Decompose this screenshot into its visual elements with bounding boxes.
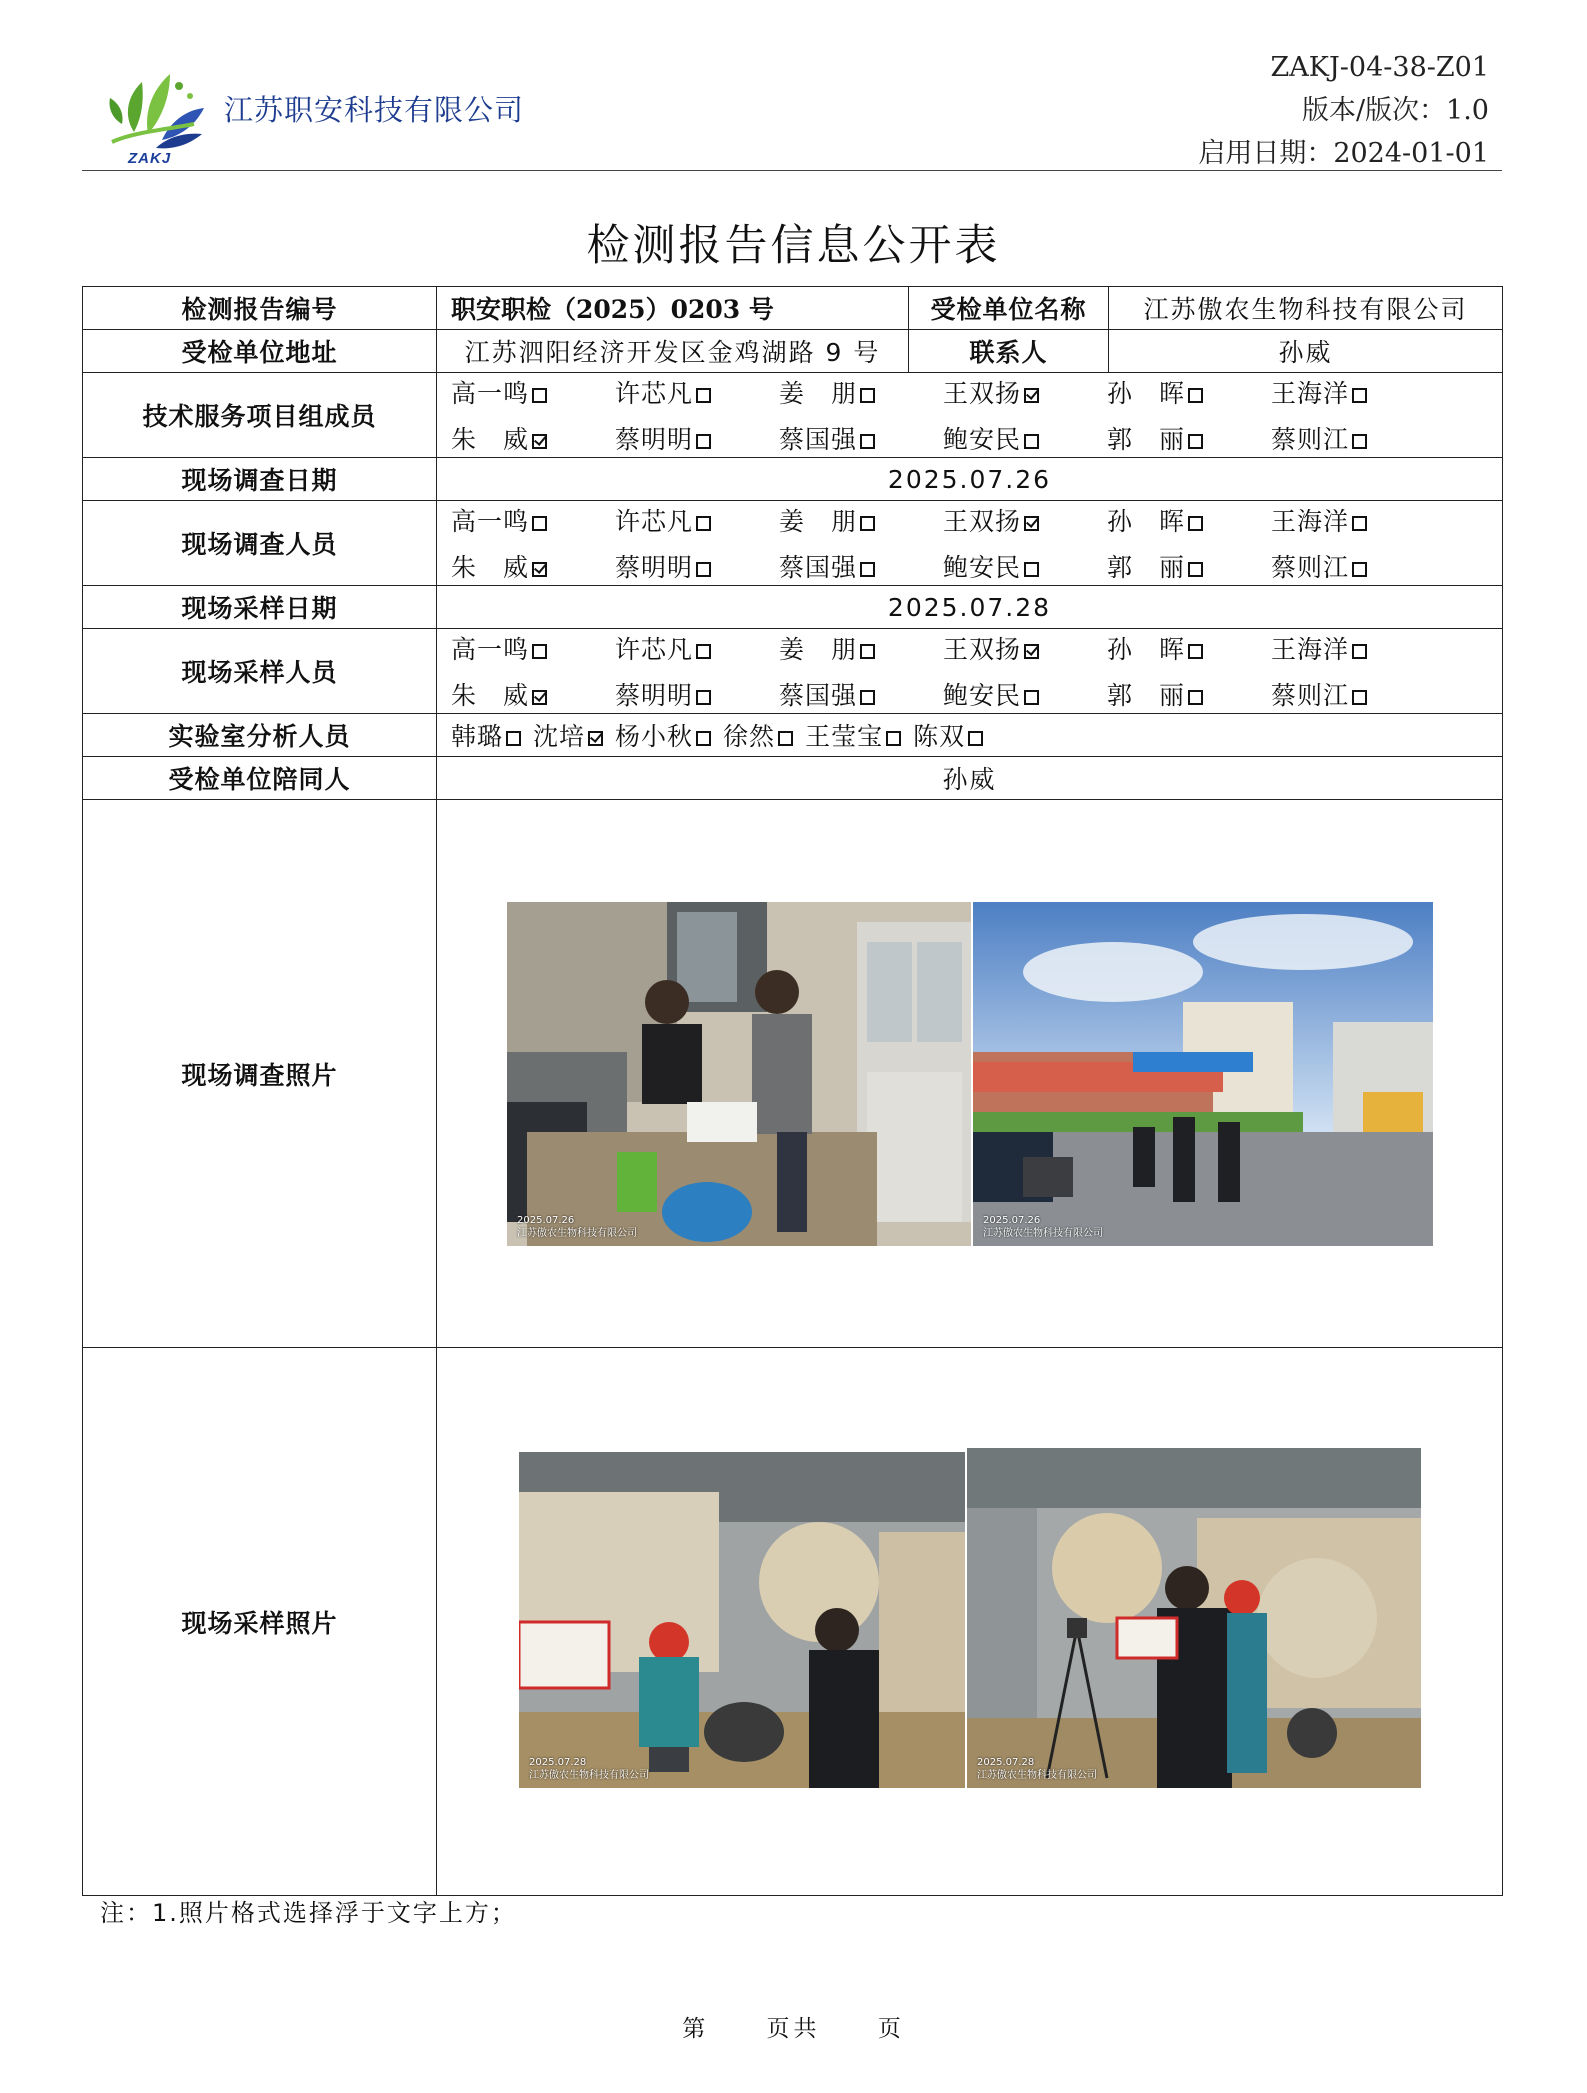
document-meta — [1198, 46, 1489, 175]
checkbox-icon[interactable] — [1188, 644, 1203, 659]
checked-checkbox-icon[interactable] — [1024, 388, 1039, 403]
unit-name-label: 受检单位名称 — [909, 287, 1109, 330]
staff-entry — [1271, 630, 1435, 666]
staff-name: 朱 威 — [451, 553, 530, 582]
doc-code: ZAKJ-04-38-Z01 — [1270, 52, 1489, 83]
staff-entry — [943, 630, 1107, 666]
unit-address-label: 受检单位地址 — [83, 330, 437, 373]
sampling-date-label: 现场采样日期 — [83, 586, 437, 629]
staff-name: 王海洋 — [1271, 379, 1350, 408]
table-row — [83, 1348, 1503, 1896]
staff-name: 杨小秋 — [615, 722, 694, 751]
sampling-photo-label: 现场采样照片 — [83, 1348, 437, 1896]
staff-entry — [779, 630, 943, 666]
staff-entry — [913, 717, 983, 753]
staff-entry — [615, 502, 779, 538]
lab-staff-label: 实验室分析人员 — [83, 714, 437, 757]
table-row — [83, 629, 1503, 714]
staff-entry — [451, 717, 521, 753]
footer-total: 页 — [877, 2016, 905, 2042]
survey-staff-label: 现场调查人员 — [83, 501, 437, 586]
report-no-label: 检测报告编号 — [83, 287, 437, 330]
page-footer — [0, 2010, 1587, 2043]
checkbox-icon[interactable] — [778, 731, 793, 746]
report-no-value: 职安职检（2025）0203 号 — [437, 287, 909, 330]
staff-entry — [615, 630, 779, 666]
checked-checkbox-icon[interactable] — [532, 562, 547, 577]
sampling-date-value: 2025.07.28 — [437, 586, 1503, 629]
staff-name: 蔡国强 — [779, 425, 858, 454]
table-row — [83, 330, 1503, 373]
checkbox-icon[interactable] — [860, 516, 875, 531]
staff-name: 王双扬 — [943, 507, 1022, 536]
checkbox-icon[interactable] — [860, 388, 875, 403]
staff-name: 许芯凡 — [615, 635, 694, 664]
staff-entry — [451, 548, 615, 584]
staff-entry — [943, 420, 1107, 456]
contact-value: 孙威 — [1109, 330, 1503, 373]
sampling-photo-left — [519, 1452, 965, 1788]
staff-entry — [1271, 420, 1435, 456]
checkbox-icon[interactable] — [1024, 434, 1039, 449]
staff-name: 蔡明明 — [615, 425, 694, 454]
checkbox-icon[interactable] — [696, 690, 711, 705]
unit-address-value: 江苏泗阳经济开发区金鸡湖路 9 号 — [437, 330, 909, 373]
staff-name: 蔡明明 — [615, 681, 694, 710]
checked-checkbox-icon[interactable] — [532, 434, 547, 449]
table-row — [83, 501, 1503, 586]
staff-name: 沈培 — [533, 722, 586, 751]
staff-name: 鲍安民 — [943, 681, 1022, 710]
photo-watermark: 2025.07.26 江苏傲农生物科技有限公司 — [983, 1215, 1103, 1239]
table-row — [83, 714, 1503, 757]
staff-name: 蔡则江 — [1271, 553, 1350, 582]
checked-checkbox-icon[interactable] — [1024, 644, 1039, 659]
staff-name: 许芯凡 — [615, 379, 694, 408]
company-name: 江苏职安科技有限公司 — [224, 93, 525, 127]
staff-name: 王海洋 — [1271, 635, 1350, 664]
checkbox-icon[interactable] — [1188, 434, 1203, 449]
staff-name: 高一鸣 — [451, 507, 530, 536]
logo-caption: ZAKJ — [128, 150, 172, 167]
staff-entry — [1271, 374, 1435, 410]
staff-entry — [451, 374, 615, 410]
contact-label: 联系人 — [909, 330, 1109, 373]
staff-name: 鲍安民 — [943, 553, 1022, 582]
staff-name: 王双扬 — [943, 379, 1022, 408]
staff-name: 蔡则江 — [1271, 425, 1350, 454]
survey-staff — [437, 501, 1503, 586]
checkbox-icon[interactable] — [1188, 690, 1203, 705]
staff-entry — [451, 420, 615, 456]
checkbox-icon[interactable] — [696, 388, 711, 403]
staff-entry — [1107, 630, 1271, 666]
survey-staff-grid — [437, 502, 1502, 584]
checkbox-icon[interactable] — [968, 731, 983, 746]
staff-name: 郭 丽 — [1107, 553, 1186, 582]
staff-entry — [1107, 676, 1271, 712]
survey-photo-office — [507, 902, 971, 1246]
staff-entry — [779, 374, 943, 410]
table-row — [83, 800, 1503, 1348]
survey-photo-label: 现场调查照片 — [83, 800, 437, 1348]
checkbox-icon[interactable] — [886, 731, 901, 746]
staff-entry — [943, 502, 1107, 538]
staff-entry — [533, 717, 603, 753]
staff-name: 高一鸣 — [451, 635, 530, 664]
footnote: 注：1.照片格式选择浮于文字上方； — [100, 1899, 517, 1927]
staff-entry — [615, 676, 779, 712]
staff-name: 朱 威 — [451, 425, 530, 454]
staff-entry — [1271, 548, 1435, 584]
lab-staff — [437, 714, 1503, 757]
footer-page-of: 页共 — [766, 2016, 821, 2042]
checkbox-icon[interactable] — [1024, 690, 1039, 705]
staff-entry — [615, 548, 779, 584]
table-row — [83, 373, 1503, 458]
checkbox-icon[interactable] — [1188, 516, 1203, 531]
staff-entry — [943, 374, 1107, 410]
staff-name: 朱 威 — [451, 681, 530, 710]
sampling-photo-right — [967, 1448, 1421, 1788]
table-row — [83, 287, 1503, 330]
staff-entry — [1107, 548, 1271, 584]
page-title: 检测报告信息公开表 — [586, 221, 1001, 271]
staff-entry — [779, 676, 943, 712]
sampling-staff-label: 现场采样人员 — [83, 629, 437, 714]
team-label: 技术服务项目组成员 — [83, 373, 437, 458]
checkbox-icon[interactable] — [532, 388, 547, 403]
staff-name: 姜 朋 — [779, 379, 858, 408]
checkbox-icon[interactable] — [1352, 690, 1367, 705]
checkbox-icon[interactable] — [532, 644, 547, 659]
staff-name: 王莹宝 — [805, 722, 884, 751]
staff-name: 蔡国强 — [779, 681, 858, 710]
staff-entry — [1107, 374, 1271, 410]
photo-watermark: 2025.07.26 江苏傲农生物科技有限公司 — [517, 1215, 637, 1239]
staff-name: 陈双 — [913, 722, 966, 751]
staff-name: 姜 朋 — [779, 507, 858, 536]
staff-name: 鲍安民 — [943, 425, 1022, 454]
staff-name: 郭 丽 — [1107, 425, 1186, 454]
photo-watermark: 2025.07.28 江苏傲农生物科技有限公司 — [529, 1757, 649, 1781]
checkbox-icon[interactable] — [860, 690, 875, 705]
staff-entry — [779, 548, 943, 584]
table-row — [83, 757, 1503, 800]
checkbox-icon[interactable] — [860, 434, 875, 449]
doc-start-date: 启用日期：2024-01-01 — [1198, 138, 1489, 169]
lab-staff-list — [437, 717, 1502, 753]
checkbox-icon[interactable] — [1352, 388, 1367, 403]
checkbox-icon[interactable] — [1352, 562, 1367, 577]
staff-name: 高一鸣 — [451, 379, 530, 408]
checkbox-icon[interactable] — [506, 731, 521, 746]
escort-label: 受检单位陪同人 — [83, 757, 437, 800]
survey-photo-cell — [437, 800, 1503, 1348]
staff-entry — [723, 717, 793, 753]
staff-entry — [1107, 502, 1271, 538]
checked-checkbox-icon[interactable] — [532, 690, 547, 705]
header-divider — [82, 170, 1502, 171]
staff-name: 姜 朋 — [779, 635, 858, 664]
sampling-staff — [437, 629, 1503, 714]
checkbox-icon[interactable] — [696, 434, 711, 449]
survey-photo-outdoor — [973, 902, 1433, 1246]
footer-page: 第 — [682, 2016, 710, 2042]
staff-name: 徐然 — [723, 722, 776, 751]
staff-entry — [615, 717, 711, 753]
staff-entry — [943, 676, 1107, 712]
staff-name: 孙 晖 — [1107, 507, 1186, 536]
checkbox-icon[interactable] — [1352, 644, 1367, 659]
checked-checkbox-icon[interactable] — [588, 731, 603, 746]
checked-checkbox-icon[interactable] — [1024, 516, 1039, 531]
staff-entry — [805, 717, 901, 753]
survey-date-value: 2025.07.26 — [437, 458, 1503, 501]
table-row — [83, 586, 1503, 629]
staff-entry — [779, 502, 943, 538]
staff-name: 郭 丽 — [1107, 681, 1186, 710]
staff-name: 孙 晖 — [1107, 635, 1186, 664]
staff-name: 蔡则江 — [1271, 681, 1350, 710]
sampling-photo-cell — [437, 1348, 1503, 1896]
team-members — [437, 373, 1503, 458]
staff-entry — [451, 630, 615, 666]
checkbox-icon[interactable] — [1188, 562, 1203, 577]
staff-name: 王海洋 — [1271, 507, 1350, 536]
table-row — [83, 458, 1503, 501]
checkbox-icon[interactable] — [696, 731, 711, 746]
staff-entry — [615, 374, 779, 410]
team-member-grid — [437, 374, 1502, 456]
checkbox-icon[interactable] — [1024, 562, 1039, 577]
photo-watermark: 2025.07.28 江苏傲农生物科技有限公司 — [977, 1757, 1097, 1781]
checkbox-icon[interactable] — [696, 644, 711, 659]
staff-name: 蔡国强 — [779, 553, 858, 582]
doc-version: 版本/版次：1.0 — [1301, 95, 1489, 126]
escort-value: 孙威 — [437, 757, 1503, 800]
survey-date-label: 现场调查日期 — [83, 458, 437, 501]
checkbox-icon[interactable] — [860, 562, 875, 577]
staff-entry — [1271, 502, 1435, 538]
info-table — [82, 286, 1503, 1896]
staff-name: 王双扬 — [943, 635, 1022, 664]
checkbox-icon[interactable] — [532, 516, 547, 531]
checkbox-icon[interactable] — [696, 562, 711, 577]
checkbox-icon[interactable] — [1352, 516, 1367, 531]
staff-entry — [943, 548, 1107, 584]
checkbox-icon[interactable] — [1188, 388, 1203, 403]
staff-entry — [451, 502, 615, 538]
staff-entry — [1271, 676, 1435, 712]
staff-name: 蔡明明 — [615, 553, 694, 582]
staff-entry — [615, 420, 779, 456]
checkbox-icon[interactable] — [1352, 434, 1367, 449]
checkbox-icon[interactable] — [696, 516, 711, 531]
staff-entry — [451, 676, 615, 712]
sampling-staff-grid — [437, 630, 1502, 712]
staff-name: 许芯凡 — [615, 507, 694, 536]
staff-entry — [1107, 420, 1271, 456]
staff-name: 韩璐 — [451, 722, 504, 751]
staff-name: 孙 晖 — [1107, 379, 1186, 408]
unit-name-value: 江苏傲农生物科技有限公司 — [1109, 287, 1503, 330]
checkbox-icon[interactable] — [860, 644, 875, 659]
staff-entry — [779, 420, 943, 456]
